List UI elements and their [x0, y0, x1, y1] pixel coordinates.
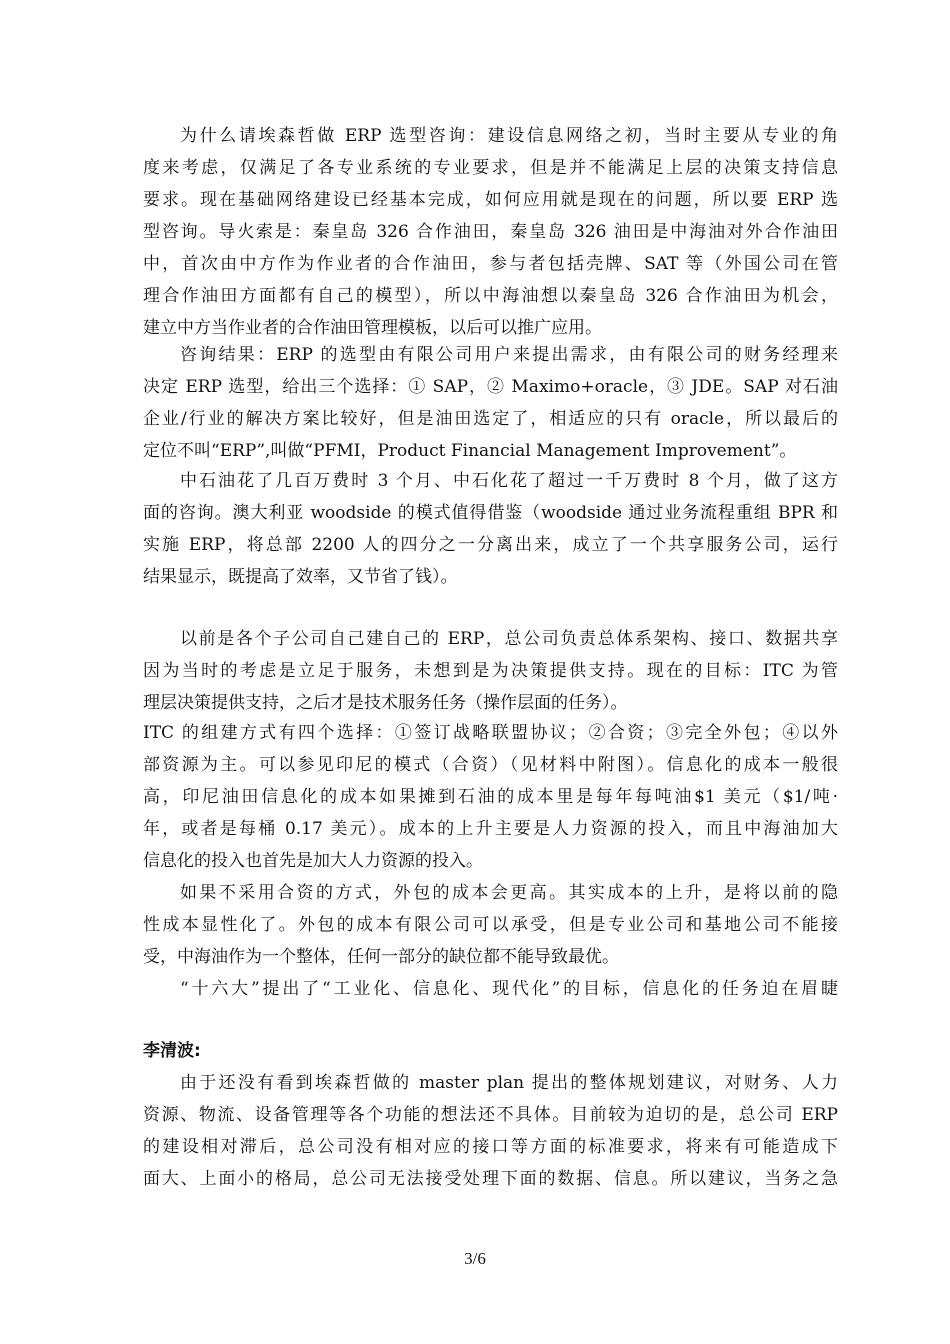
paragraph-line: 中，首次由中方作为作业者的合作油田，参与者包括壳牌、SAT 等（外国公司在管 — [143, 254, 838, 274]
paragraph-line: 定位不叫“ERP”,叫做“PFMI，Product Financial Management Improvement”。 — [143, 441, 797, 461]
paragraph-line: 决定 ERP 选型，给出三个选择：① SAP，② Maximo+oracle，③ JDE。SAP 对石油 — [143, 377, 838, 397]
paragraph-line: 度来考虑，仅满足了各专业系统的专业要求，但是并不能满足上层的决策支持信息 — [143, 158, 838, 178]
paragraph-line: 信息化的投入也首先是加大人力资源的投入。 — [143, 851, 483, 871]
paragraph-line: 中石油花了几百万费时 3 个月、中石化花了超过一千万费时 8 个月，做了这方 — [180, 471, 838, 491]
paragraph-line: 资源、物流、设备管理等各个功能的想法还不具体。目前较为迫切的是，总公司 ERP — [143, 1105, 838, 1125]
paragraph-line: 部资源为主。可以参见印尼的模式（合资）（见材料中附图）。信息化的成本一般很 — [143, 755, 838, 775]
paragraph-line: 受，中海油作为一个整体，任何一部分的缺位都不能导致最优。 — [143, 947, 619, 967]
paragraph-line: 性成本显性化了。外包的成本有限公司可以承受，但是专业公司和基地公司不能接 — [143, 915, 838, 935]
paragraph-line: 以前是各个子公司自己建自己的 ERP，总公司负责总体系架构、接口、数据共享 — [180, 629, 838, 649]
paragraph-line: 面的咨询。澳大利亚 woodside 的模式值得借鉴（woodside 通过业务流程重组 BPR 和 — [143, 503, 838, 523]
paragraph-line: 理层决策提供支持，之后才是技术服务任务（操作层面的任务）。 — [143, 693, 628, 713]
paragraph-line: 的建设相对滞后，总公司没有相对应的接口等方面的标准要求，将来有可能造成下 — [143, 1137, 838, 1157]
paragraph-line: 企业/行业的解决方案比较好，但是油田选定了，相适应的只有 oracle，所以最后的 — [143, 409, 838, 429]
paragraph-line: 因为当时的考虑是立足于服务，未想到是为决策提供支持。现在的目标：ITC 为管 — [143, 661, 838, 681]
paragraph-line: 由于还没有看到埃森哲做的 master plan 提出的整体规划建议，对财务、人力 — [180, 1073, 838, 1093]
paragraph-line: 结果显示，既提高了效率，又节省了钱）。 — [143, 567, 458, 587]
paragraph-line: 如果不采用合资的方式，外包的成本会更高。其实成本的上升，是将以前的隐 — [180, 883, 838, 903]
paragraph-line: 高，印尼油田信息化的成本如果摊到石油的成本里是每年每吨油$1 美元（$1/吨· — [143, 787, 838, 807]
paragraph-line: 面大、上面小的格局，总公司无法接受处理下面的数据、信息。所以建议，当务之急 — [143, 1169, 838, 1189]
paragraph-line: 年，或者是每桶 0.17 美元）。成本的上升主要是人力资源的投入，而且中海油加大 — [143, 819, 838, 839]
paragraph-line: 为什么请埃森哲做 ERP 选型咨询：建设信息网络之初，当时主要从专业的角 — [180, 126, 838, 146]
page-number: 3/6 — [464, 1249, 486, 1268]
speaker-heading: 李清波: — [143, 1041, 201, 1061]
paragraph-line: 建立中方当作业者的合作油田管理模板，以后可以推广应用。 — [143, 318, 602, 338]
paragraph-line: ITC 的组建方式有四个选择：①签订战略联盟协议；②合资；③完全外包；④以外 — [143, 723, 838, 743]
paragraph-line: 要求。现在基础网络建设已经基本完成，如何应用就是现在的问题，所以要 ERP 选 — [143, 190, 838, 210]
paragraph-line: 实施 ERP，将总部 2200 人的四分之一分离出来，成立了一个共享服务公司，运行 — [143, 535, 838, 555]
paragraph-line: “十六大”提出了“工业化、信息化、现代化”的目标，信息化的任务迫在眉睫 — [180, 979, 838, 999]
paragraph-line: 型咨询。导火索是：秦皇岛 326 合作油田，秦皇岛 326 油田是中海油对外合作油田 — [143, 222, 838, 242]
paragraph-line: 理合作油田方面都有自己的模型），所以中海油想以秦皇岛 326 合作油田为机会， — [143, 286, 838, 306]
paragraph-line: 咨询结果：ERP 的选型由有限公司用户来提出需求，由有限公司的财务经理来 — [180, 345, 838, 365]
